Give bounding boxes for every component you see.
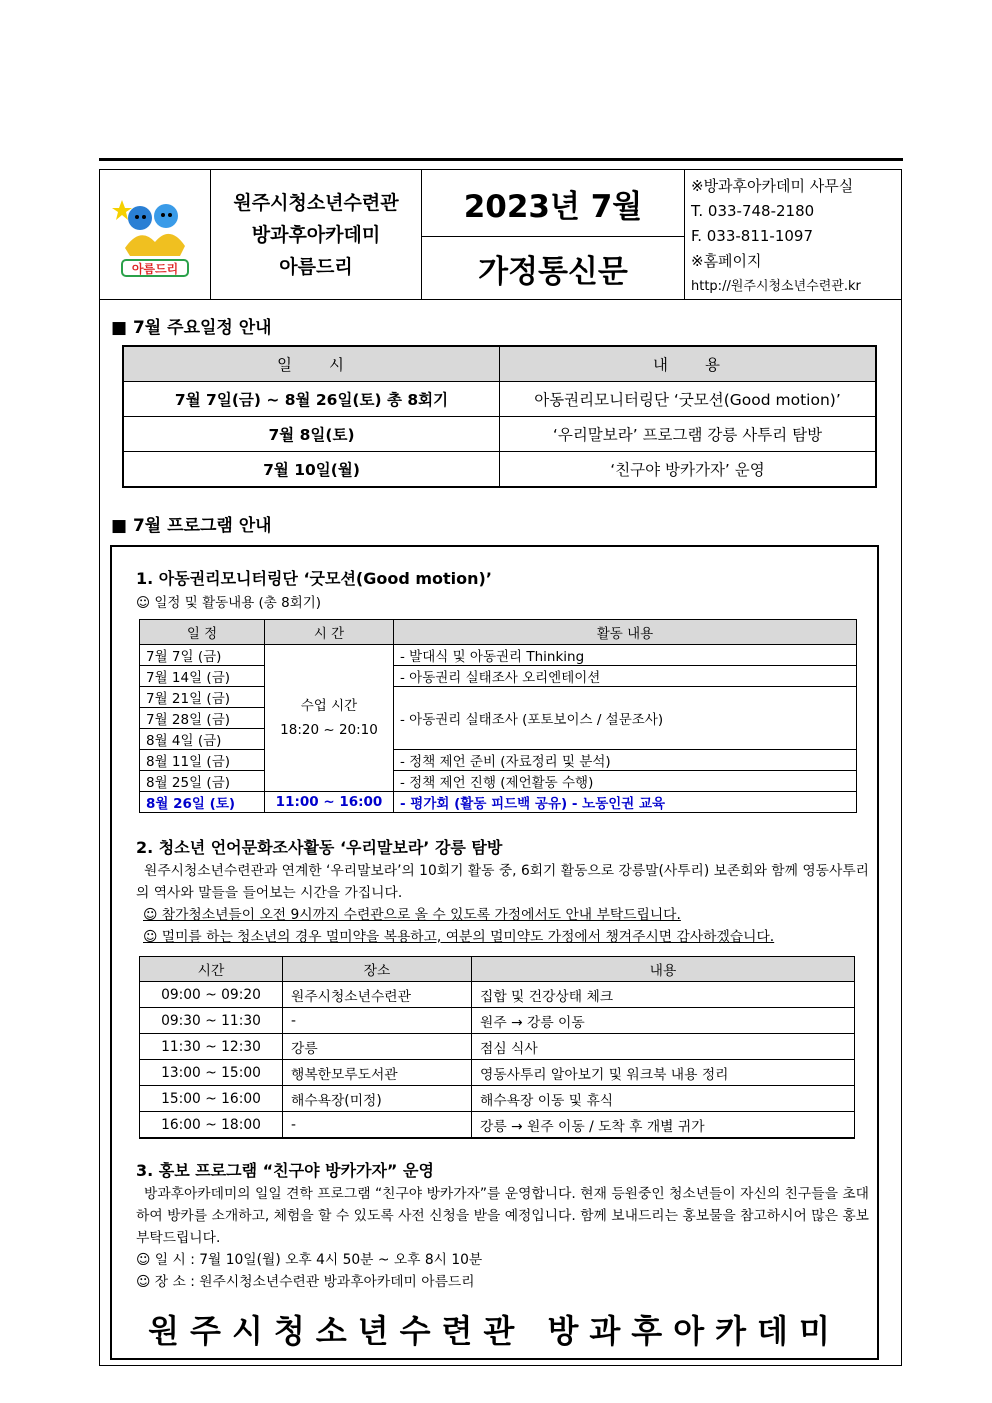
table-row (140, 1060, 855, 1086)
table-header-row (140, 957, 855, 982)
session-time (265, 645, 394, 792)
table-row (140, 645, 857, 666)
table-row (140, 771, 857, 792)
col-time: 시간 (140, 957, 283, 982)
activity: - 정책 제언 진행 (제언활동 수행) (394, 771, 857, 792)
doc-title-box (422, 237, 684, 299)
homepage-label: ※홈페이지 (691, 252, 762, 270)
cell-place: - (283, 1112, 472, 1139)
table-row (123, 452, 876, 488)
activity: - 아동권리 실태조사 (포토보이스 / 설문조사) (394, 687, 857, 750)
table-row (123, 417, 876, 452)
final-date: 8월 26일 (토) (140, 792, 265, 813)
cell-content: 강릉 → 원주 이동 / 도착 후 개별 귀가 (472, 1112, 855, 1139)
program1-title: 1. 아동권리모니터링단 ‘굿모션(Good motion)’ (136, 569, 492, 588)
program2-table (139, 956, 855, 1139)
org-name-line3: 아름드리 (279, 255, 353, 278)
cell-time: 09:30 ~ 11:30 (140, 1008, 283, 1034)
row-date: 7월 8일(토) (123, 417, 500, 452)
session-date: 7월 7일 (금) (140, 645, 265, 666)
col-content: 내 용 (500, 346, 877, 382)
cell-place: 행복한모루도서관 (283, 1060, 472, 1086)
fax: F. 033-811-1097 (691, 227, 814, 245)
row-content: ‘우리말보라’ 프로그램 강릉 사투리 탐방 (500, 417, 877, 452)
program2-description: 원주시청소년수련관과 연계한 ‘우리말보라’의 10회기 활동 중, 6회기 활동으로 강릉말(사투리) 보존회와 함께 영동사투리의 역사와 말들을 들어보는 시간을 가집니다. (136, 863, 869, 901)
org-name-cell (211, 170, 422, 299)
table-row (140, 1034, 855, 1060)
program2-notice1: ☺ 참가청소년들이 오전 9시까지 수련관으로 올 수 있도록 가정에서도 안내 부탁드립니다. (143, 907, 681, 923)
activity: - 발대식 및 아동권리 Thinking (394, 645, 857, 666)
footer-banner: 원주시청소년수련관 방과후아카데미 (148, 1312, 841, 1350)
program2-title: 2. 청소년 언어문화조사활동 ‘우리말보라’ 강릉 탐방 (136, 838, 503, 857)
table-row (140, 1008, 855, 1034)
cell-content: 점심 식사 (472, 1034, 855, 1060)
activity: - 정책 제언 준비 (자료정리 및 분석) (394, 750, 857, 771)
final-activity: - 평가회 (활동 피드백 공유) - 노동인권 교육 (394, 792, 857, 813)
cell-content: 영동사투리 알아보기 및 워크북 내용 정리 (472, 1060, 855, 1086)
mascot-logo-icon (110, 190, 200, 280)
doc-title: 가정통신문 (478, 253, 628, 290)
table-row (140, 1112, 855, 1139)
tel: T. 033-748-2180 (691, 202, 815, 220)
cell-place: - (283, 1008, 472, 1034)
table-row (140, 1086, 855, 1112)
cell-content: 원주 → 강릉 이동 (472, 1008, 855, 1034)
session-date: 7월 21일 (금) (140, 687, 265, 708)
cell-time: 16:00 ~ 18:00 (140, 1112, 283, 1139)
table-row (140, 982, 855, 1008)
programs-heading: ■ 7월 프로그램 안내 (111, 516, 272, 536)
col-activity: 활동 내용 (394, 620, 857, 645)
program3-title: 3. 홍보 프로그램 “친구야 방카가자” 운영 (136, 1161, 434, 1180)
cell-time: 13:00 ~ 15:00 (140, 1060, 283, 1086)
session-date: 7월 28일 (금) (140, 708, 265, 729)
program1-table (139, 619, 857, 813)
cell-place: 원주시청소년수련관 (283, 982, 472, 1008)
col-place: 장소 (283, 957, 472, 982)
date-title: 2023년 7월 (463, 188, 643, 225)
row-date: 7월 10일(월) (123, 452, 500, 488)
header (99, 169, 902, 300)
cell-time: 11:30 ~ 12:30 (140, 1034, 283, 1060)
col-time: 시 간 (265, 620, 394, 645)
time-label: 수업 시간 (300, 698, 358, 714)
col-date: 일 정 (140, 620, 265, 645)
cell-time: 15:00 ~ 16:00 (140, 1086, 283, 1112)
col-date: 일 시 (123, 346, 500, 382)
table-row (123, 382, 876, 417)
cell-place: 강릉 (283, 1034, 472, 1060)
col-content: 내용 (472, 957, 855, 982)
schedule-heading: ■ 7월 주요일정 안내 (111, 318, 272, 338)
cell-content: 집합 및 건강상태 체크 (472, 982, 855, 1008)
session-date: 8월 4일 (금) (140, 729, 265, 750)
cell-time: 09:00 ~ 09:20 (140, 982, 283, 1008)
activity: - 아동권리 실태조사 오리엔테이션 (394, 666, 857, 687)
session-date: 8월 11일 (금) (140, 750, 265, 771)
session-date: 7월 14일 (금) (140, 666, 265, 687)
svg-text:아름드리: 아름드리 (131, 261, 179, 276)
table-row (140, 687, 857, 708)
row-content: 아동권리모니터링단 ‘굿모션(Good motion)’ (500, 382, 877, 417)
table-row (140, 750, 857, 771)
session-date: 8월 25일 (금) (140, 771, 265, 792)
row-content: ‘친구야 방카가자’ 운영 (500, 452, 877, 488)
org-name-line1: 원주시청소년수련관 (233, 191, 399, 214)
table-row-final (140, 792, 857, 813)
program3-description: 방과후아카데미의 일일 견학 프로그램 “친구야 방카가자”를 운영합니다. 현재 등원중인 청소년들이 자신의 친구들을 초대하여 방카를 소개하고, 체험을 할 수 있도록 사전 신청을 받을 예정입니다. 함께 보내드리는 홍보물을 참고하시어 많은 홍보 부탁드립니다. (136, 1186, 869, 1246)
top-rule (99, 158, 903, 161)
office-label: ※방과후아카데미 사무실 (691, 177, 854, 195)
program1-note: ☺ 일정 및 활동내용 (총 8회기) (136, 595, 322, 611)
schedule-table (122, 345, 877, 488)
org-name-line2: 방과후아카데미 (251, 223, 381, 246)
final-time: 11:00 ~ 16:00 (265, 792, 394, 813)
program2-notice2: ☺ 멀미를 하는 청소년의 경우 멀미약을 복용하고, 여분의 멀미약도 가정에서 챙겨주시면 감사하겠습니다. (143, 929, 775, 945)
time-value: 18:20 ~ 20:10 (280, 722, 378, 738)
row-date: 7월 7일(금) ~ 8월 26일(토) 총 8회기 (123, 382, 500, 417)
cell-place: 해수욕장(미정) (283, 1086, 472, 1112)
program3-when: ☺ 일 시 : 7월 10일(월) 오후 4시 50분 ~ 오후 8시 10분 (136, 1252, 483, 1268)
cell-content: 해수욕장 이동 및 휴식 (472, 1086, 855, 1112)
table-row (140, 666, 857, 687)
table-header-row (123, 346, 876, 382)
table-header-row (140, 620, 857, 645)
logo-cell (100, 170, 211, 299)
contact-cell (685, 170, 901, 299)
homepage-url[interactable]: http://원주시청소년수련관.kr (691, 279, 861, 294)
title-cell (422, 170, 685, 299)
program3-where: ☺ 장 소 : 원주시청소년수련관 방과후아카데미 아름드리 (136, 1274, 475, 1290)
date-title-box (422, 170, 684, 237)
